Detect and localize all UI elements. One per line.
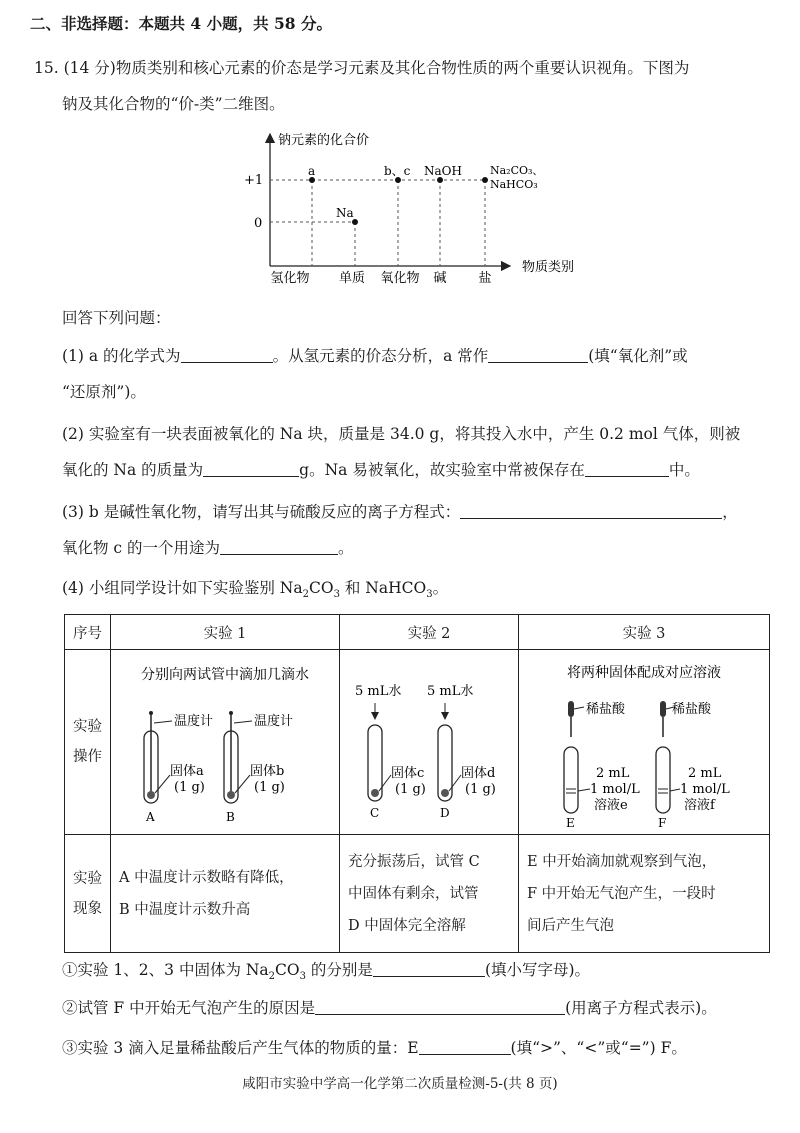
svg-text:稀盐酸: 稀盐酸 [672,702,712,717]
point-label-nahco3: NaHCO₃ [490,178,538,191]
exp1-apparatus [112,651,338,829]
blank-s3-compare[interactable] [419,1039,511,1056]
exp1-observation: A 中温度计示数略有降低， B 中温度计示数升高 [111,835,340,953]
y-tick-plus1: +1 [244,173,264,188]
blank-3-use[interactable] [220,539,338,556]
point-label-bc: b、c [384,164,411,178]
svg-text:5 mL水: 5 mL水 [355,684,402,699]
point-label-naoh: NaOH [424,164,462,178]
header-exp2: 实验 2 [340,615,519,650]
exp3-observation: E 中开始滴加就观察到气泡， F 中开始无气泡产生，一段时 间后产生气泡 [519,835,770,953]
x-tick-oxide: 氧化物 [380,271,420,286]
dropper-f-icon [660,701,666,717]
sub-question-1: ①实验 1、2、3 中固体为 $Na_2CO_3$ 的分别是 (填小写字母)。 [62,961,591,983]
sub-question-2: ②试管 F 中开始无气泡产生的原因是 (用离子方程式表示)。 [62,999,717,1017]
exp3-operation-cell [519,650,770,835]
y-axis-label: 钠元素的化合价 [278,133,370,148]
exp2-observation: 充分振荡后，试管 C 中固体有剩余，试管 D 中固体完全溶解 [340,835,519,953]
blank-2-mass[interactable] [203,461,299,478]
exp2-apparatus [341,651,517,829]
exp1-operation-cell [111,650,340,835]
svg-text:1 mol/L: 1 mol/L [590,782,640,797]
svg-text:溶液e: 溶液e [594,798,628,813]
page-footer: 咸阳市实验中学高一化学第二次质量检测-5-(共 8 页) [242,1076,558,1092]
section-title: 二、非选择题：本题共 4 小题，共 58 分。 [30,14,332,33]
part-1-line-2: “还原剂”)。 [62,383,146,401]
question-score: (14 分) [63,59,116,77]
svg-text:(1 g): (1 g) [174,780,205,795]
svg-text:温度计: 温度计 [254,714,294,729]
x-tick-hydride: 氢化物 [270,271,310,286]
solid-b [227,791,235,799]
intro-line-1: 物质类别和核心元素的价态是学习元素及其化合物性质的两个重要认识视角。下图为 [115,59,690,77]
svg-text:2 mL: 2 mL [688,766,722,781]
svg-text:F: F [658,816,667,829]
part-3-line-1: (3) b 是碱性氧化物，请写出其与硫酸反应的离子方程式： ， [62,503,738,521]
solid-c [371,789,379,797]
x-axis-label: 物质类别 [522,260,575,275]
answer-prompt: 回答下列问题： [62,309,171,327]
tube-e [564,747,578,813]
tube-f [656,747,670,813]
svg-text:B: B [226,810,235,824]
question-intro [34,56,689,78]
blank-1-formula[interactable] [181,347,273,364]
x-tick-base: 碱 [433,271,447,286]
svg-text:固体a: 固体a [170,764,204,779]
row-label-observation: 实验 现象 [65,835,111,953]
point-label-a: a [308,164,316,178]
exp3-apparatus [520,651,768,829]
header-seq: 序号 [65,615,111,650]
blank-2-storage[interactable] [585,461,669,478]
svg-text:(1 g): (1 g) [395,782,426,797]
point-label-na2co3: Na₂CO₃、 [490,164,544,177]
point-salt [482,177,488,183]
part-1-line-1: (1) a 的化学式为 。从氢元素的价态分析，a 常作 (填“氧化剂”或 [62,347,688,365]
header-exp3: 实验 3 [519,615,770,650]
table-header-row [65,615,770,650]
x-tick-salt: 盐 [478,271,492,286]
experiment-table [64,614,770,953]
svg-text:固体c: 固体c [391,766,425,781]
solid-a [147,791,155,799]
exp2-operation-cell [340,650,519,835]
operation-row [65,650,770,835]
question-number: 15. [34,59,59,77]
svg-text:固体b: 固体b [250,764,285,779]
svg-text:1 mol/L: 1 mol/L [680,782,730,797]
svg-text:C: C [370,806,380,820]
solid-d [441,789,449,797]
part-2-line-1: (2) 实验室有一块表面被氧化的 Na 块，质量是 34.0 g，将其投入水中，产生 0.2 mol 气体，则被 [62,425,741,443]
valence-class-chart [240,128,600,288]
svg-text:A: A [146,810,155,824]
svg-text:温度计: 温度计 [174,714,214,729]
part-2-line-2: 氧化的 Na 的质量为 g。Na 易被氧化，故实验室中常被保存在 中。 [62,461,700,479]
svg-text:D: D [440,806,450,820]
blank-s2-equation[interactable] [315,999,565,1016]
svg-text:溶液f: 溶液f [684,798,715,813]
sub-question-3: ③实验 3 滴入足量稀盐酸后产生气体的物质的量：E (填“>”、“<”或“=”) F。 [62,1039,687,1057]
svg-text:(1 g): (1 g) [254,780,285,795]
dropper-e-icon [568,701,574,717]
intro-line-2: 钠及其化合物的“价-类”二维图。 [62,95,285,113]
svg-text:(1 g): (1 g) [465,782,496,797]
blank-s1-letters[interactable] [373,961,485,978]
svg-text:稀盐酸: 稀盐酸 [586,702,626,717]
row-label-operation: 实验 操作 [65,650,111,835]
svg-text:E: E [566,816,575,829]
part-3-line-2: 氧化物 c 的一个用途为 。 [62,539,354,557]
exp3-operation-text: 将两种固体配成对应溶液 [567,665,721,681]
x-tick-element: 单质 [338,271,366,286]
svg-text:5 mL水: 5 mL水 [427,684,474,699]
blank-1-role[interactable] [488,347,588,364]
y-tick-0: 0 [254,216,263,231]
header-exp1: 实验 1 [111,615,340,650]
blank-3-equation[interactable] [460,503,722,520]
exp1-operation-text: 分别向两试管中滴加几滴水 [141,667,309,683]
observation-row [65,835,770,953]
part-4-intro: (4) 小组同学设计如下实验鉴别 $Na_2CO_3$ 和 NaHCO$_3$。 [62,579,449,601]
svg-text:2 mL: 2 mL [596,766,630,781]
svg-text:固体d: 固体d [461,766,496,781]
point-label-na: Na [336,206,354,220]
